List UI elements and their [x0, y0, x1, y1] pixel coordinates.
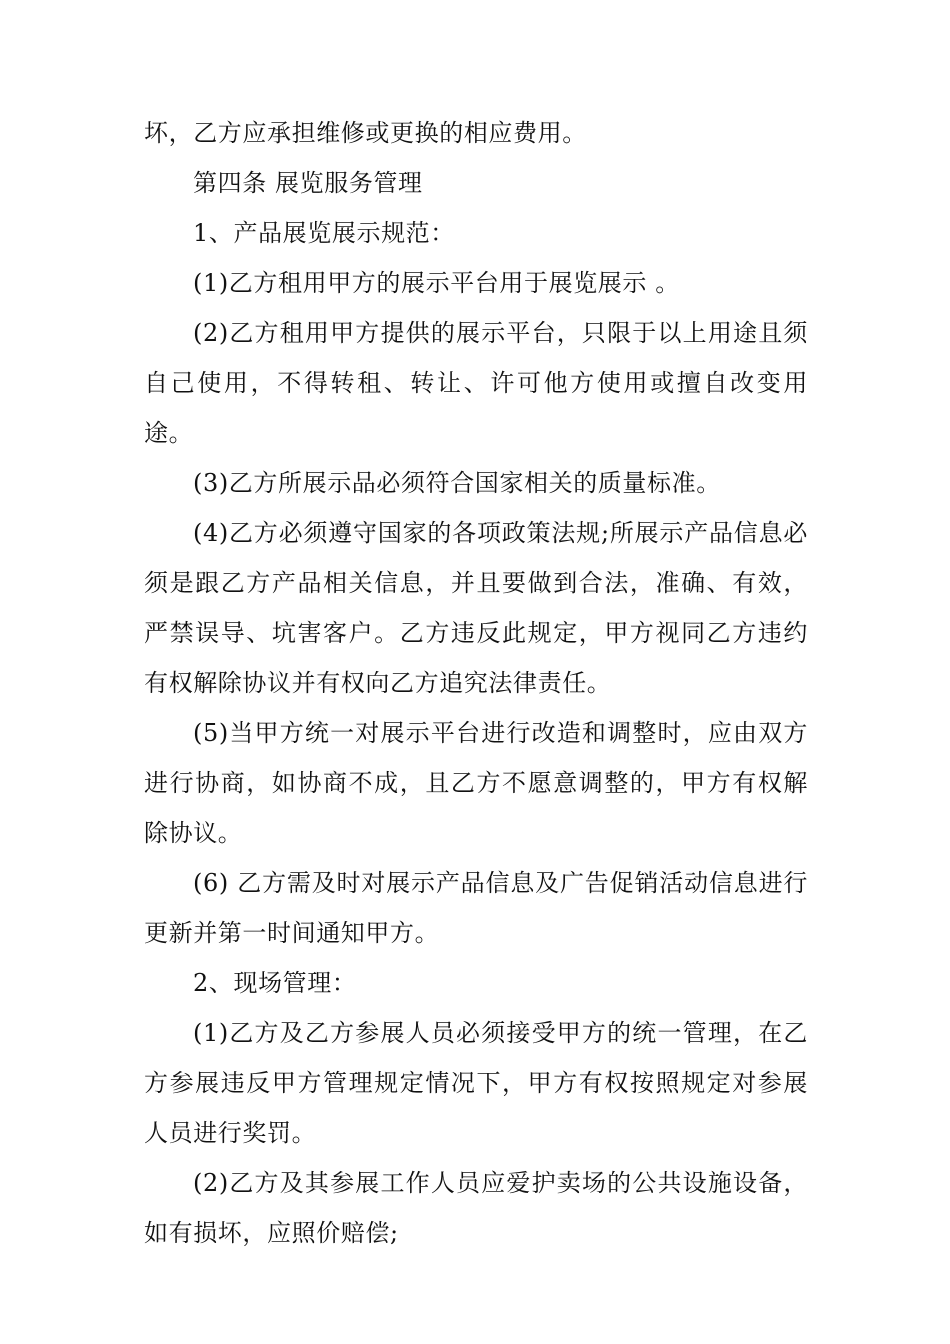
section-1-heading: 1、产品展览展示规范：	[193, 219, 455, 247]
section-2-heading: 2、现场管理：	[193, 969, 357, 997]
clause-1-3: (3)乙方所展示品必须符合国家相关的质量标准。	[193, 469, 721, 497]
document-body	[144, 108, 808, 1258]
clause-1-6: (6) 乙方需及时对展示产品信息及广告促销活动信息进行更新并第一时间通知甲方。	[144, 869, 808, 947]
article-four-heading: 第四条 展览服务管理	[193, 169, 423, 197]
clause-1-2: (2)乙方租用甲方提供的展示平台，只限于以上用途且须自己使用，不得转租、转让、许可他方使用或擅自改变用途。	[144, 319, 808, 447]
paragraph-continuation: 坏，乙方应承担维修或更换的相应费用。	[144, 119, 587, 147]
clause-1-1: (1)乙方租用甲方的展示平台用于展览展示 。	[193, 269, 680, 297]
clause-1-4: (4)乙方必须遵守国家的各项政策法规;所展示产品信息必须是跟乙方产品相关信息，并且要做到合法，准确、有效，严禁误导、坑害客户。乙方违反此规定，甲方视同乙方违约有权解除协议并有权向乙方追究法律责任。	[144, 519, 808, 697]
clause-1-5: (5)当甲方统一对展示平台进行改造和调整时，应由双方进行协商，如协商不成，且乙方不愿意调整的，甲方有权解除协议。	[144, 719, 808, 847]
clause-2-2: (2)乙方及其参展工作人员应爱护卖场的公共设施设备，如有损坏，应照价赔偿;	[144, 1169, 808, 1247]
clause-2-1: (1)乙方及乙方参展人员必须接受甲方的统一管理，在乙方参展违反甲方管理规定情况下，甲方有权按照规定对参展人员进行奖罚。	[144, 1019, 808, 1147]
